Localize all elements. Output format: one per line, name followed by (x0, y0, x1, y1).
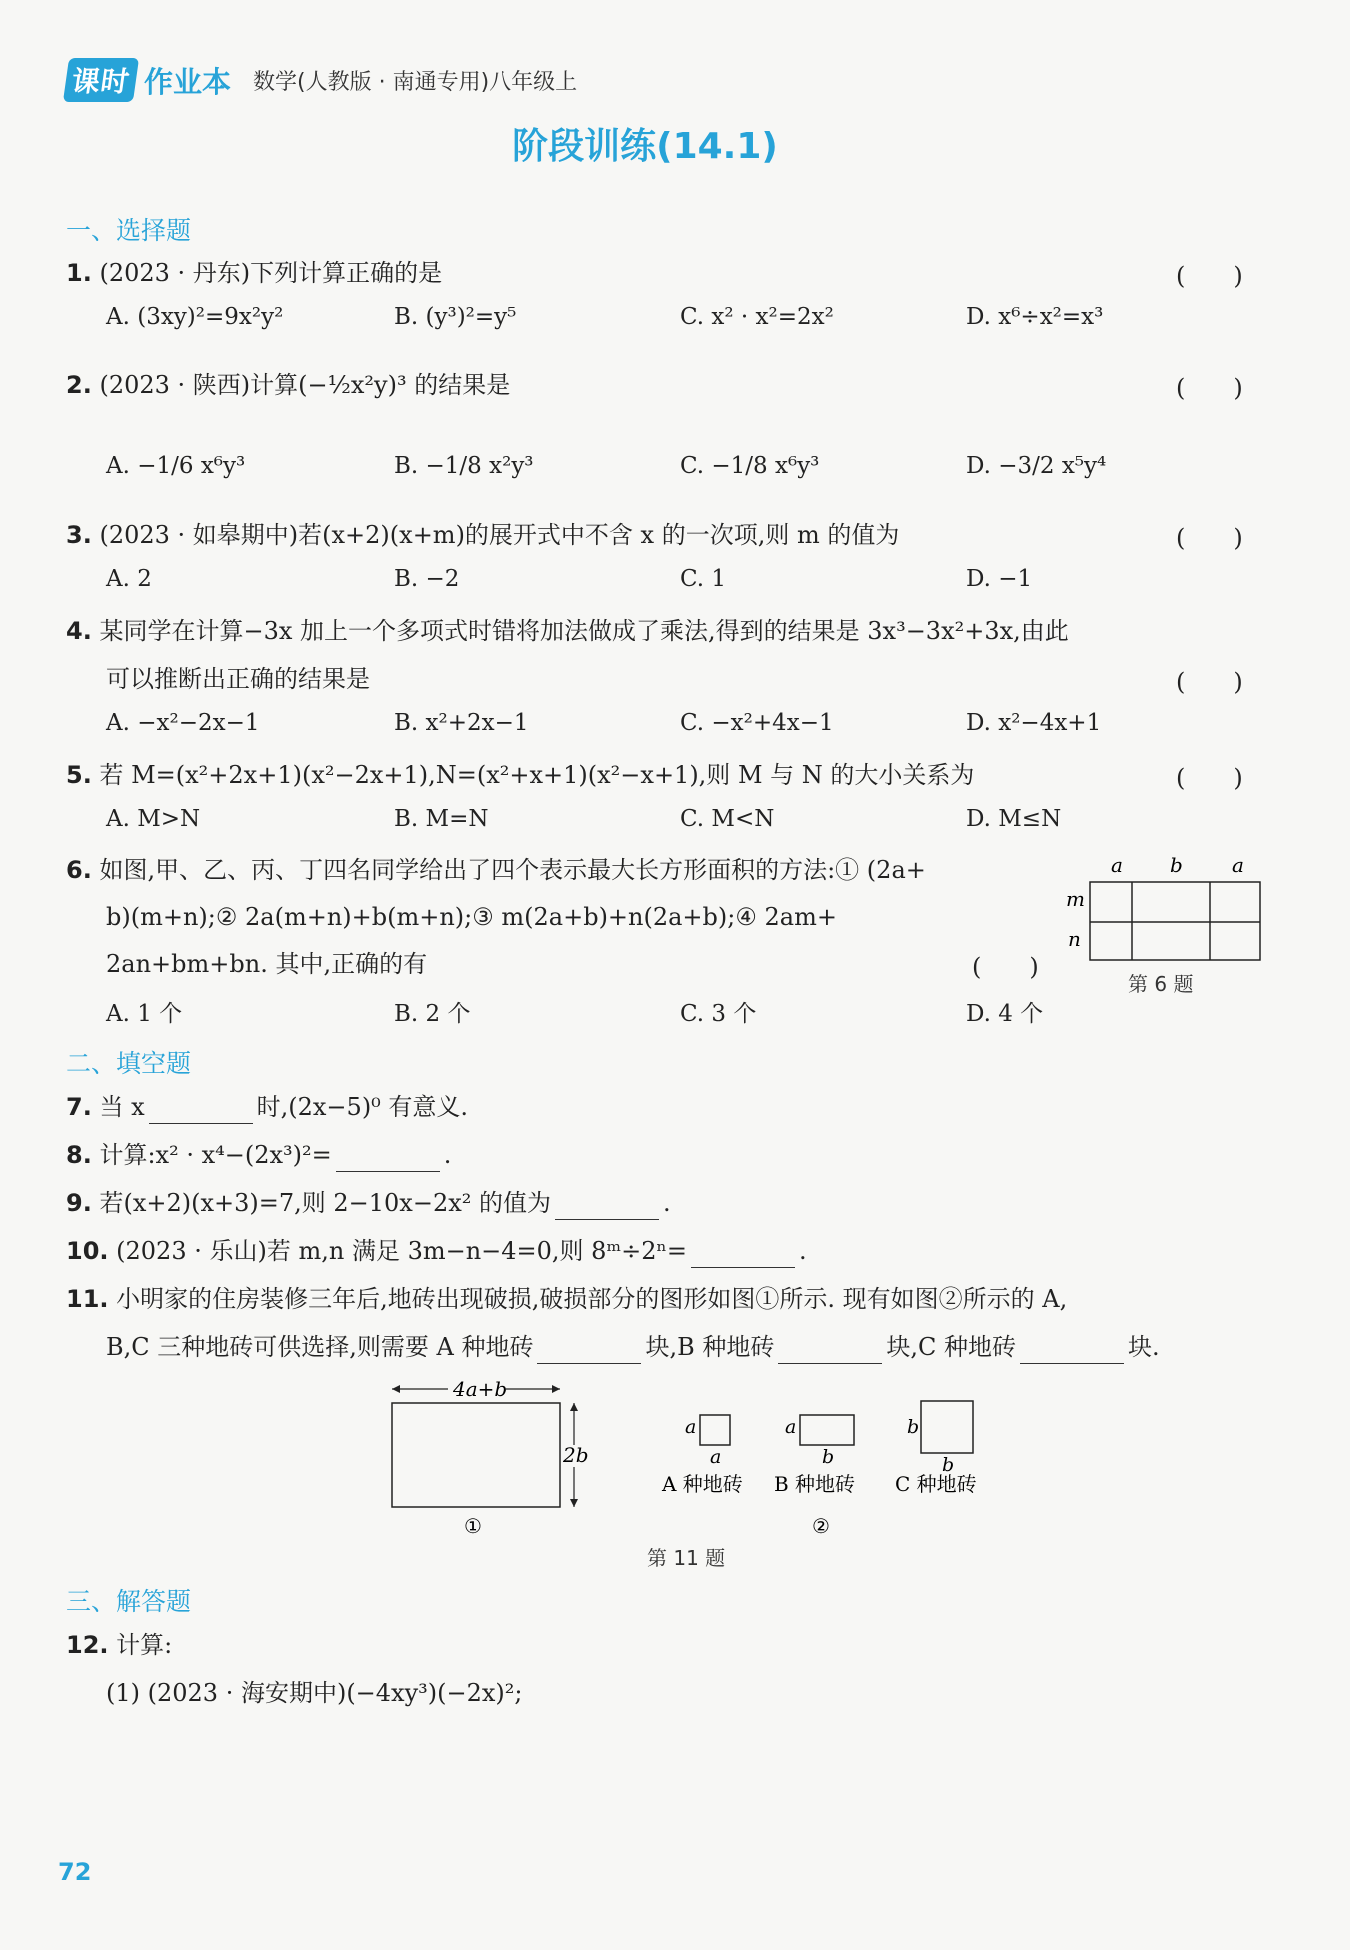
fig6-label-n: n (1068, 927, 1081, 951)
options-1 (106, 304, 1256, 338)
question-2: 2. (2023 · 陕西)计算(−½x²y)³ 的结果是 (66, 371, 511, 399)
answer-blank-11c[interactable] (1020, 1337, 1124, 1364)
question-6-line2: b)(m+n);② 2a(m+n)+b(m+n);③ m(2a+b)+n(2a+b);④ 2am+ (106, 903, 837, 931)
section-choice: 一、选择题 (66, 216, 192, 245)
option-a[interactable]: A. −x²−2x−1 (106, 710, 260, 736)
answer-paren-3[interactable]: ( ) (1176, 524, 1243, 552)
question-1: 1. (2023 · 丹东)下列计算正确的是 (66, 259, 443, 287)
option-d[interactable]: D. x⁶÷x²=x³ (966, 304, 1104, 330)
fig11-width-label: 4a+b (453, 1377, 508, 1401)
fig11-circle-2: ② (812, 1514, 830, 1535)
options-6 (106, 995, 1256, 1029)
fig6-outer-rect (1090, 882, 1260, 960)
options-3 (106, 566, 1256, 600)
fig11-caption: 第 11 题 (647, 1546, 726, 1570)
option-d[interactable]: D. M≤N (966, 806, 1062, 832)
option-b[interactable]: B. −2 (394, 566, 460, 592)
answer-paren-1[interactable]: ( ) (1176, 262, 1243, 290)
tileC-side-label: b (907, 1416, 920, 1438)
question-12-part1: (1) (2023 · 海安期中)(−4xy³)(−2x)²; (106, 1679, 523, 1707)
option-d[interactable]: D. x²−4x+1 (966, 710, 1102, 736)
tileA-square (700, 1415, 730, 1445)
option-c[interactable]: C. −x²+4x−1 (680, 710, 834, 736)
subject-label: 数学(人教版 · 南通专用)八年级上 (253, 69, 578, 95)
fig11-arrowhead-left (392, 1385, 400, 1393)
fig11-height-label: 2b (563, 1443, 589, 1467)
question-11: 11. 小明家的住房装修三年后,地砖出现破损,破损部分的图形如图①所示. 现有如图②所示的 A, (66, 1285, 1068, 1313)
question-4: 4. 某同学在计算−3x 加上一个多项式时错将加法做成了乘法,得到的结果是 3x³−3x²+3x,由此 (66, 617, 1069, 645)
tileC-square (921, 1401, 973, 1453)
option-b[interactable]: B. −1/8 x²y³ (394, 453, 534, 479)
answer-blank-11a[interactable] (537, 1337, 641, 1364)
section-answer: 三、解答题 (66, 1587, 192, 1616)
option-b[interactable]: B. 2 个 (394, 1001, 471, 1027)
options-5 (106, 806, 1256, 840)
answer-paren-4[interactable]: ( ) (1176, 668, 1243, 696)
tileC-name: C 种地砖 (895, 1472, 977, 1496)
option-b[interactable]: B. x²+2x−1 (394, 710, 529, 736)
tileB-rect (800, 1415, 854, 1445)
option-b[interactable]: B. M=N (394, 806, 489, 832)
question-6: 6. 如图,甲、乙、丙、丁四名同学给出了四个表示最大长方形面积的方法:① (2a+ (66, 856, 926, 884)
question-9: 9. 若(x+2)(x+3)=7,则 2−10x−2x² 的值为 . (66, 1186, 671, 1220)
section-fill: 二、填空题 (66, 1049, 192, 1078)
fig6-label-a1: a (1111, 853, 1123, 877)
option-d[interactable]: D. −1 (966, 566, 1033, 592)
option-a[interactable]: A. 2 (106, 566, 152, 592)
logo: 课时 (63, 58, 139, 102)
option-a[interactable]: A. 1 个 (106, 1001, 183, 1027)
question-7: 7. 当 x 时,(2x−5)⁰ 有意义. (66, 1090, 468, 1124)
fig11-arrowhead-top (570, 1403, 578, 1411)
tileA-side-label: a (685, 1416, 697, 1438)
answer-blank-9[interactable] (555, 1193, 659, 1220)
question-10: 10. (2023 · 乐山)若 m,n 满足 3m−n−4=0,则 8ᵐ÷2ⁿ= . (66, 1234, 807, 1268)
tileB-name: B 种地砖 (774, 1472, 856, 1496)
option-c[interactable]: C. x² · x²=2x² (680, 304, 834, 330)
tileC-bottom-label: b (942, 1454, 955, 1476)
fig6-label-a2: a (1232, 853, 1244, 877)
q11-figure (380, 1375, 1000, 1535)
q6-figure (1060, 852, 1265, 962)
option-c[interactable]: C. 3 个 (680, 1001, 757, 1027)
tileA-bottom-label: a (710, 1446, 722, 1468)
tileA-name: A 种地砖 (662, 1472, 743, 1496)
option-a[interactable]: A. M>N (106, 806, 201, 832)
answer-blank-7[interactable] (149, 1097, 253, 1124)
option-b[interactable]: B. (y³)²=y⁵ (394, 304, 517, 330)
fig11-damaged-rect (392, 1403, 560, 1507)
tileB-bottom-label: b (822, 1446, 835, 1468)
header (66, 58, 577, 102)
fig6-label-b: b (1170, 853, 1183, 877)
question-4-line2: 可以推断出正确的结果是 (106, 665, 370, 693)
page-number: 72 (58, 1858, 92, 1886)
question-11-line2: B,C 三种地砖可供选择,则需要 A 种地砖 块,B 种地砖 块,C 种地砖 块. (106, 1330, 1160, 1364)
logo-text: 作业本 (144, 64, 232, 99)
options-4 (106, 710, 1256, 744)
fig6-label-m: m (1066, 887, 1085, 911)
option-a[interactable]: A. (3xy)²=9x²y² (106, 304, 284, 330)
answer-paren-5[interactable]: ( ) (1176, 764, 1243, 792)
option-c[interactable]: C. 1 (680, 566, 727, 592)
options-2 (106, 453, 1256, 487)
answer-paren-2[interactable]: ( ) (1176, 374, 1243, 402)
page-title: 阶段训练(14.1) (512, 126, 778, 167)
fig6-caption: 第 6 题 (1128, 972, 1194, 996)
answer-blank-10[interactable] (691, 1241, 795, 1268)
question-8: 8. 计算:x² · x⁴−(2x³)²= . (66, 1138, 451, 1172)
question-5: 5. 若 M=(x²+2x+1)(x²−2x+1),N=(x²+x+1)(x²−x+1),则 M 与 N 的大小关系为 (66, 761, 975, 789)
answer-paren-6[interactable]: ( ) (972, 953, 1039, 981)
option-c[interactable]: C. M<N (680, 806, 775, 832)
option-c[interactable]: C. −1/8 x⁶y³ (680, 453, 820, 479)
answer-blank-8[interactable] (336, 1145, 440, 1172)
fig11-arrowhead-bottom (570, 1499, 578, 1507)
question-12: 12. 计算: (66, 1631, 173, 1659)
answer-blank-11b[interactable] (778, 1337, 882, 1364)
option-d[interactable]: D. 4 个 (966, 1001, 1044, 1027)
option-a[interactable]: A. −1/6 x⁶y³ (106, 453, 246, 479)
option-d[interactable]: D. −3/2 x⁵y⁴ (966, 453, 1107, 479)
fig11-circle-1: ① (464, 1514, 482, 1535)
question-6-line3: 2an+bm+bn. 其中,正确的有 (106, 950, 428, 978)
fig11-arrowhead-right (552, 1385, 560, 1393)
tileB-side-label: a (785, 1416, 797, 1438)
question-3: 3. (2023 · 如皋期中)若(x+2)(x+m)的展开式中不含 x 的一次项,则 m 的值为 (66, 521, 900, 549)
